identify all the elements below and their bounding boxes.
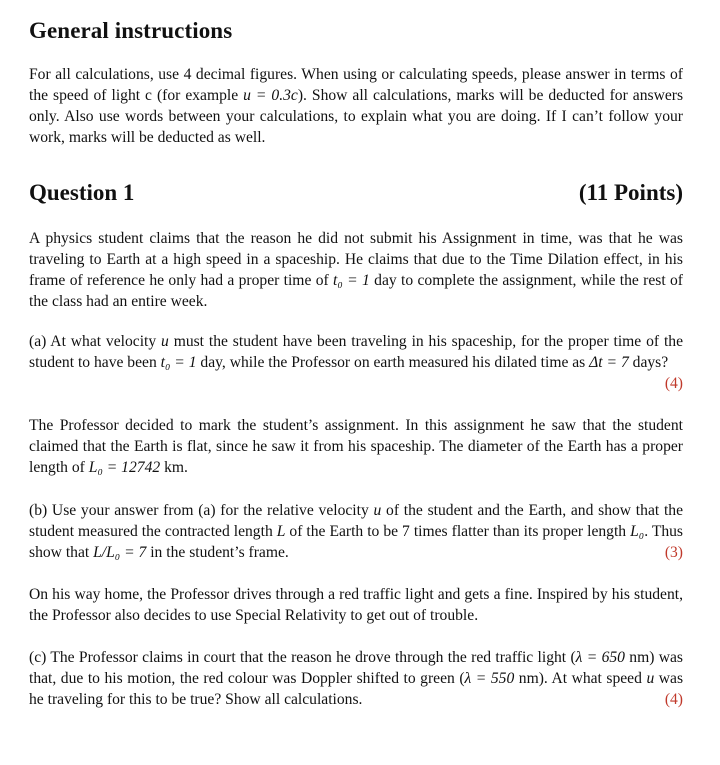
part-a-paragraph: (a) At what velocity u must the student have been traveling in his spaceship, for the proper time of the student to have been t₀ = 1 day, while the Professor on earth measured his dilated time as Δt = 7 days? (4) xyxy=(29,333,683,392)
instructions-paragraph: For all calculations, use 4 decimal figures. When using or calculating speeds, please answer in terms of the speed of light c (for example u = 0.3c). Show all calculations, marks will be deducted for answers only. Also use words between your calculations, to explain what you are doing. If I can’t follow your work, marks will be deducted as well. xyxy=(29,66,684,146)
math-example: u = 0.3c xyxy=(243,87,298,104)
part-a-marks: (4) xyxy=(664,375,683,392)
professor-paragraph: The Professor decided to mark the student’s assignment. In this assignment he saw that the student claimed that the Earth is flat, since he saw it from his spaceship. The diameter of the Earth has a proper length of L₀ = 12742 km. xyxy=(29,417,683,476)
question-title: Question 1 xyxy=(29,180,135,205)
question-points: (11 Points) xyxy=(578,180,683,205)
part-c-paragraph: (c) The Professor claims in court that the reason he drove through the red traffic light (λ = 650 nm) was that, due to his motion, the red colour was Doppler shifted to green (λ = 550 nm). At what speed u was he traveling for this to be true? Show all calculations. (4) xyxy=(29,649,684,708)
intro-paragraph: A physics student claims that the reason he did not submit his Assignment in time, was that he was traveling to Earth at a high speed in a spaceship. He claims that due to the Time Dilation effect, in his frame of reference he only had a proper time of t₀ = 1 day to complete the assignment, while the rest of the class had an entire week. xyxy=(29,230,684,310)
part-b-marks: (3) xyxy=(664,544,683,561)
part-b-paragraph: (b) Use your answer from (a) for the relative velocity u of the student and the Earth, and show that the student measured the contracted length L of the Earth to be 7 times flatter than its proper length L₀. Thus show that L/L₀ = 7 in the student’s frame. (3) xyxy=(29,502,684,561)
part-c-marks: (4) xyxy=(664,691,683,708)
section-heading: General instructions xyxy=(29,18,233,43)
question-header xyxy=(29,180,683,206)
home-paragraph: On his way home, the Professor drives through a red traffic light and gets a fine. Inspired by his student, the Professor also decides to use Special Relativity to get out of trouble. xyxy=(29,586,683,624)
